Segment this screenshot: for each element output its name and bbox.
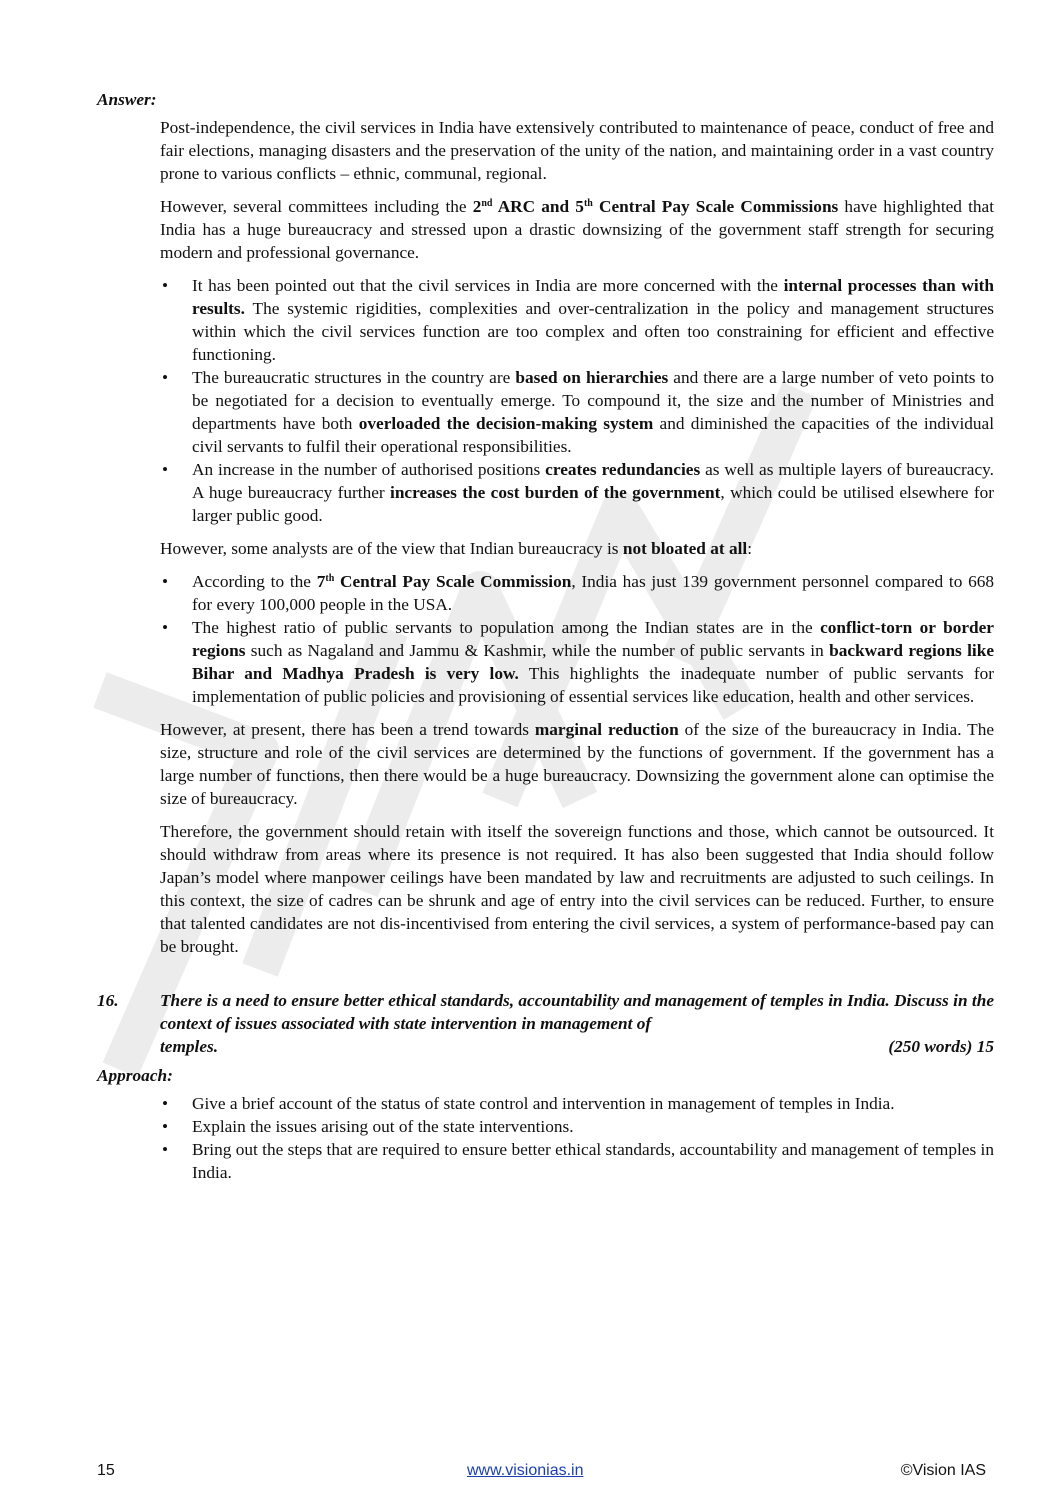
approach-label: Approach: <box>97 1066 173 1085</box>
bullet-icon: • <box>162 276 169 295</box>
question-last-word: temples. <box>160 1037 219 1056</box>
text-run: have highlighted that India has a huge bureaucracy and stressed upon a drastic downsizing of the government staff strength for securing modern and professional governance. <box>160 197 994 262</box>
paragraph-conclusion: Therefore, the government should retain with itself the sovereign functions and those, which cannot be outsourced. It should withdraw from areas where its presence is not required. It has also been suggested that India should follow Japan’s model where manpower ceilings have been mandated by law and recruitments are adjusted to such ceilings. In this context, the size of cadres can be shrunk and age of entry into the civil services can be reduced. Further, to ensure that talented candidates are not dis-incentivised from entering the civil services, a system of performance-based pay can be brought. <box>160 822 994 956</box>
copyright-text: ©Vision IAS <box>900 1462 986 1479</box>
bullet-list-analysts <box>160 570 994 708</box>
text-run: However, some analysts are of the view that Indian bureaucracy is <box>160 539 623 558</box>
bold-text: ARC and 5 <box>492 197 584 216</box>
bullet-icon: • <box>162 368 169 387</box>
text-run: However, several committees including the <box>160 197 473 216</box>
superscript: th <box>583 198 593 209</box>
question-marks: (250 words) 15 <box>888 1037 994 1056</box>
question-text: There is a need to ensure better ethical standards, accountability and management of temples in India. Discuss in the context of issues associated with state intervention in management of <box>160 991 994 1033</box>
page-content <box>97 88 994 1194</box>
bullet-icon: • <box>162 1117 169 1136</box>
bold-text: conflict-torn or border regions <box>192 618 994 660</box>
bold-text: creates redundancies <box>545 460 701 479</box>
text-run: of the size of the bureaucracy in India. The size, structure and role of the civil services are determined by the functions of government. If the government has a large number of functions, then there would be a huge bureaucracy. Downsizing the government alone can optimise the size of bureaucracy. <box>160 720 995 808</box>
list-item <box>160 274 994 366</box>
text-run: and diminished the capacities of the individual civil servants to fulfil their operational responsibilities. <box>192 414 995 456</box>
text-run: , India has just 139 government personnel compared to 668 for every 100,000 people in the USA. <box>192 572 995 614</box>
text-run: Bring out the steps that are required to ensure better ethical standards, accountability and management of temples in India. <box>192 1140 994 1182</box>
bold-text: marginal reduction <box>534 720 679 739</box>
question-block <box>97 989 994 1058</box>
bullet-icon: • <box>162 572 169 591</box>
text-run: : <box>747 539 753 558</box>
bullet-icon: • <box>162 1140 169 1159</box>
text-run: Explain the issues arising out of the state interventions. <box>192 1117 574 1136</box>
superscript: th <box>325 573 335 584</box>
text-run: Give a brief account of the status of state control and intervention in management of temples in India. <box>192 1094 895 1113</box>
text-run: It has been pointed out that the civil services in India are more concerned with the <box>192 276 784 295</box>
text-run: The bureaucratic structures in the country are <box>192 368 516 387</box>
bold-text: Central Pay Scale Commission <box>334 572 572 591</box>
list-item <box>160 458 994 527</box>
question-number: 16. <box>97 991 119 1010</box>
bold-text: internal processes than with results. <box>192 276 994 318</box>
text-run: However, at present, there has been a trend towards <box>160 720 535 739</box>
bold-text: backward regions like Bihar and Madhya Pradesh is very low. <box>192 641 994 683</box>
bold-text: Central Pay Scale Commissions <box>592 197 839 216</box>
text-run: , which could be utilised elsewhere for larger public good. <box>192 483 994 525</box>
question-last-line <box>160 1035 994 1058</box>
list-item <box>160 616 994 708</box>
paragraph-intro: Post-independence, the civil services in India have extensively contributed to maintenance of peace, conduct of free and fair elections, managing disasters and the preservation of the unity of the nation, and maintaining order in a vast country prone to various conflicts – ethnic, communal, regional. <box>160 118 994 183</box>
page-number: 15 <box>97 1462 115 1479</box>
list-item <box>160 1092 994 1115</box>
bullet-list-approach <box>160 1092 994 1184</box>
text-run: This highlights the inadequate number of public servants for implementation of public policies and provisioning of essential services like education, health and other services. <box>192 664 994 706</box>
bold-text: increases the cost burden of the government <box>390 483 721 502</box>
list-item <box>160 1138 994 1184</box>
bold-text: overloaded the decision-making system <box>358 414 654 433</box>
list-item <box>160 1115 994 1138</box>
list-item <box>160 366 994 458</box>
paragraph-committees <box>160 195 994 264</box>
text-run: The highest ratio of public servants to population among the Indian states are in the <box>192 618 821 637</box>
text-run: According to the <box>192 572 317 591</box>
paragraph-not-bloated <box>160 537 994 560</box>
bold-text: based on hierarchies <box>515 368 669 387</box>
question-text-block <box>160 989 994 1058</box>
text-run: An increase in the number of authorised positions <box>192 460 546 479</box>
bullet-icon: • <box>162 1094 169 1113</box>
bullet-list-issues <box>160 274 994 527</box>
bullet-icon: • <box>162 460 169 479</box>
text-run: such as Nagaland and Jammu & Kashmir, while the number of public servants in <box>245 641 830 660</box>
list-item <box>160 570 994 616</box>
bold-text: 7 <box>316 572 326 591</box>
paragraph-marginal-reduction <box>160 718 994 810</box>
text-run: as well as multiple layers of bureaucracy. A huge bureaucracy further <box>192 460 994 502</box>
bold-text: 2 <box>472 197 482 216</box>
bold-text: not bloated at all <box>622 539 748 558</box>
superscript: nd <box>481 198 493 209</box>
answer-label: Answer: <box>97 90 157 109</box>
text-run: and there are a large number of veto points to be negotiated for a decision to eventually emerge. To compound it, the size and the number of Ministries and departments have both <box>192 368 994 433</box>
text-run: The systemic rigidities, complexities and over-centralization in the policy and management structures within which the civil services function are too complex and often too constraining for efficient and effective functioning. <box>192 299 994 364</box>
website-link[interactable]: www.visionias.in <box>467 1462 584 1479</box>
bullet-icon: • <box>162 618 169 637</box>
